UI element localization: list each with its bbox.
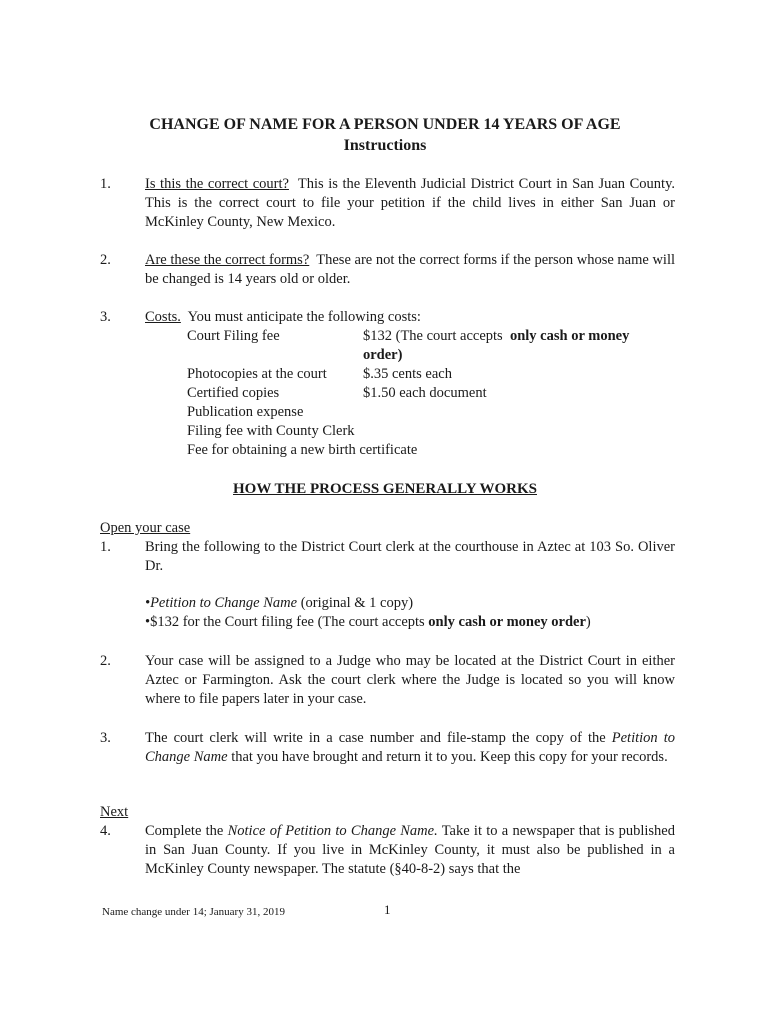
step-3-pre: The court clerk will write in a case number and file-stamp the copy of the [145, 730, 612, 746]
cost-certified-value: $1.50 each document [363, 385, 487, 401]
cost-filing-value-text: $132 (The court accepts [363, 328, 503, 344]
cost-filing-value-cont: order) [363, 347, 403, 363]
item-2-body: These are not the correct forms if the person whose name will be changed is 14 years old or older. [145, 252, 676, 287]
bullet-petition [145, 594, 675, 613]
item-3-heading: Costs. [145, 309, 181, 325]
costs-table [187, 327, 677, 460]
item-2-heading: Are these the correct forms? [145, 252, 310, 268]
step-3-number: 3. [100, 730, 111, 746]
cost-county-clerk-label: Filing fee with County Clerk [187, 423, 355, 439]
item-1-text [145, 175, 675, 232]
step-2-text: Your case will be assigned to a Judge who may be located at the District Court in either Aztec or Farmington. Ask the court clerk where the Judge is located so you will know where to file papers later in your case. [145, 653, 675, 707]
section-next: Next [100, 804, 129, 820]
page-title: CHANGE OF NAME FOR A PERSON UNDER 14 YEARS OF AGE [149, 116, 621, 133]
cost-row-county-clerk [187, 422, 677, 441]
cost-row-filing [187, 327, 677, 346]
step-4-pre: Complete the [145, 823, 228, 839]
cost-filing-label: Court Filing fee [187, 328, 280, 344]
cost-row-photocopies [187, 365, 677, 384]
cost-row-birth-cert [187, 441, 677, 460]
bullet-fee-text: •$132 for the Court filing fee (The court accepts [145, 614, 429, 630]
cost-filing-value-bold: only cash or money [509, 328, 630, 344]
cost-photocopies-value: $.35 cents each [363, 366, 452, 382]
item-2-text [145, 251, 675, 289]
item-3-body: You must anticipate the following costs: [187, 309, 421, 325]
footer-doc-info: Name change under 14; January 31, 2019 [102, 906, 285, 918]
step-2-number: 2. [100, 653, 111, 669]
step-1-number: 1. [100, 539, 111, 555]
item-1-number: 1. [100, 176, 111, 192]
item-2-number: 2. [100, 252, 111, 268]
step-4-number: 4. [100, 823, 111, 839]
step-4-italic: Notice of Petition to Change Name. [227, 823, 438, 839]
item-3-number: 3. [100, 309, 111, 325]
step-3-text [145, 729, 675, 767]
cost-publication-label: Publication expense [187, 404, 304, 420]
page-number: 1 [384, 902, 391, 917]
page-subtitle: Instructions [343, 137, 427, 154]
bullet-fee-bold: only cash or money order [428, 614, 586, 630]
cost-row-publication [187, 403, 677, 422]
cost-photocopies-label: Photocopies at the court [187, 366, 327, 382]
bullet-petition-italic: •Petition to Change Name [145, 595, 298, 611]
step-3-italic: Petition to Change Name [145, 730, 675, 765]
cost-certified-label: Certified copies [187, 385, 280, 401]
cost-filing-value [363, 327, 675, 346]
bullet-fee [145, 613, 675, 632]
bullet-petition-rest: (original & 1 copy) [297, 595, 414, 611]
item-3-text [145, 308, 675, 327]
process-heading: HOW THE PROCESS GENERALLY WORKS [233, 481, 537, 497]
bullet-fee-end: ) [585, 614, 591, 630]
cost-birth-cert-label: Fee for obtaining a new birth certificate [187, 442, 418, 458]
step-4-text [145, 822, 675, 879]
section-open-your-case: Open your case [100, 520, 191, 536]
step-3-post: that you have brought and return it to you. Keep this copy for your records. [227, 749, 668, 765]
step-4-post: Take it to a newspaper that is published in San Juan County. If you live in McKinley County, it must also be published in a McKinley County newspaper. The statute (§40-8-2) says that the [145, 823, 675, 877]
step-1-text: Bring the following to the District Court clerk at the courthouse in Aztec at 103 So. Oliver Dr. [145, 539, 675, 574]
cost-row-certified [187, 384, 677, 403]
item-1-heading: Is this the correct court? [145, 176, 289, 192]
item-1-body: This is the Eleventh Judicial District Court in San Juan County. This is the correct court to file your petition if the child lives in either San Juan or McKinley County, New Mexico. [145, 176, 676, 230]
